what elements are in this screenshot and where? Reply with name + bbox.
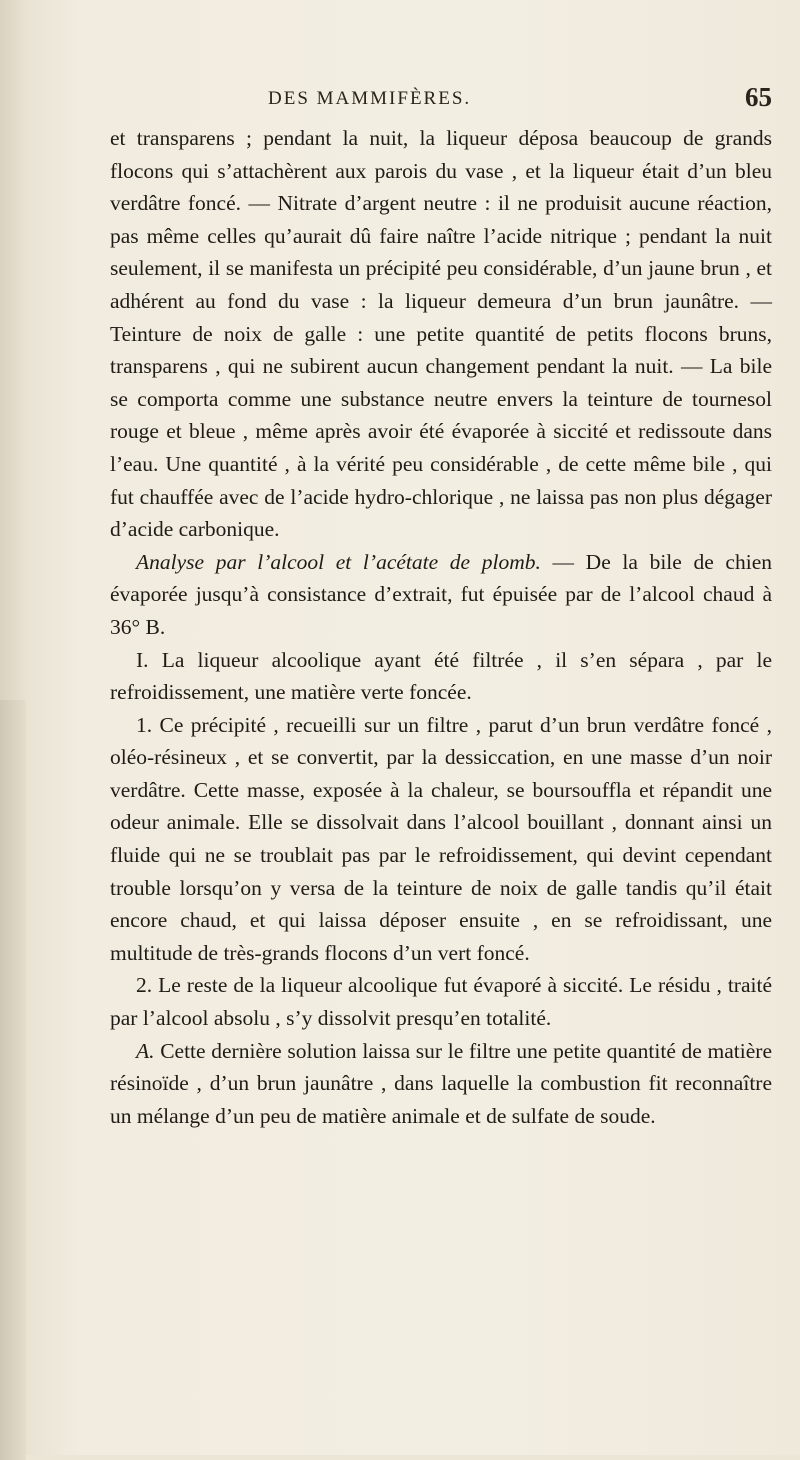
page-number: 65 bbox=[745, 82, 772, 112]
paragraph-reactions: et transparens ; pendant la nuit, la liqueur déposa beaucoup de grands flocons qui s’attachèrent aux parois du vase , et la liqueur était d’un bleu verdâtre foncé. — Nitrate d’argent neutre : il ne produisit aucune réaction, pas même celles qu’aurait dû faire naître l’acide nitrique ; pendant la nuit seulement, il se manifesta un précipité peu considérable, d’un jaune brun , et adhérent au fond du vase : la liqueur demeura d’un brun jaunâtre. — Teinture de noix de galle : une petite quantité de petits flocons bruns, transparens , qui ne subirent aucun changement pendant la nuit. — La bile se comporta comme une substance neutre envers la teinture de tournesol rouge et bleue , même après avoir été évaporée à siccité et redissoute dans l’eau. Une quantité , à la vérité peu considérable , de cette même bile , qui fut chauffée avec de l’acide hydro-chlorique , ne laissa pas non plus dégager d’acide carbonique. bbox=[110, 126, 772, 542]
paragraph-section-1: 1. Ce précipité , recueilli sur un filtre , parut d’un brun verdâtre foncé , oléo-résineux , et se convertit, par la dessiccation, en une masse d’un noir verdâtre. Cette masse, exposée à la chaleur, se boursouffla et répandit une odeur animale. Elle se dissolvait dans l’alcool bouillant , donnant ainsi un fluide qui ne se troublait pas par le refroidissement, qui devint cependant trouble lorsqu’on y versa de la teinture de noix de galle tandis qu’il était encore chaud, et qui laissa déposer ensuite , en se refroidissant, une multitude de très-grands flocons d’un vert foncé. bbox=[110, 712, 772, 965]
paragraph-analysis bbox=[110, 546, 772, 644]
analysis-heading: Analyse par l’alcool et l’acétate de plomb. bbox=[136, 549, 541, 574]
analysis-text: — De la bile de chien évaporée jusqu’à consistance d’extrait, fut épuisée par de l’alcool chaud à 36° B. bbox=[110, 549, 772, 639]
paragraph-section-2: 2. Le reste de la liqueur alcoolique fut évaporé à siccité. Le résidu , traité par l’alcool absolu , s’y dissolvit presqu’en totalité. bbox=[110, 973, 772, 1031]
running-title: DES MAMMIFÈRES. bbox=[268, 88, 472, 109]
paragraph-section-A bbox=[110, 1035, 772, 1133]
page-gutter-shadow bbox=[0, 700, 26, 1460]
section-A-label: A. bbox=[136, 1038, 155, 1063]
section-A-text: Cette dernière solution laissa sur le filtre une petite quantité de matière résinoïde , d’un brun jaunâtre , dans laquelle la combustion fit reconnaître un mélange d’un peu de matière animale et de sulfate de soude. bbox=[110, 1038, 772, 1128]
running-head bbox=[110, 82, 772, 118]
body-text bbox=[110, 122, 772, 1132]
paragraph-section-I: I. La liqueur alcoolique ayant été filtrée , il s’en sépara , par le refroidissement, une matière verte foncée. bbox=[110, 647, 772, 705]
